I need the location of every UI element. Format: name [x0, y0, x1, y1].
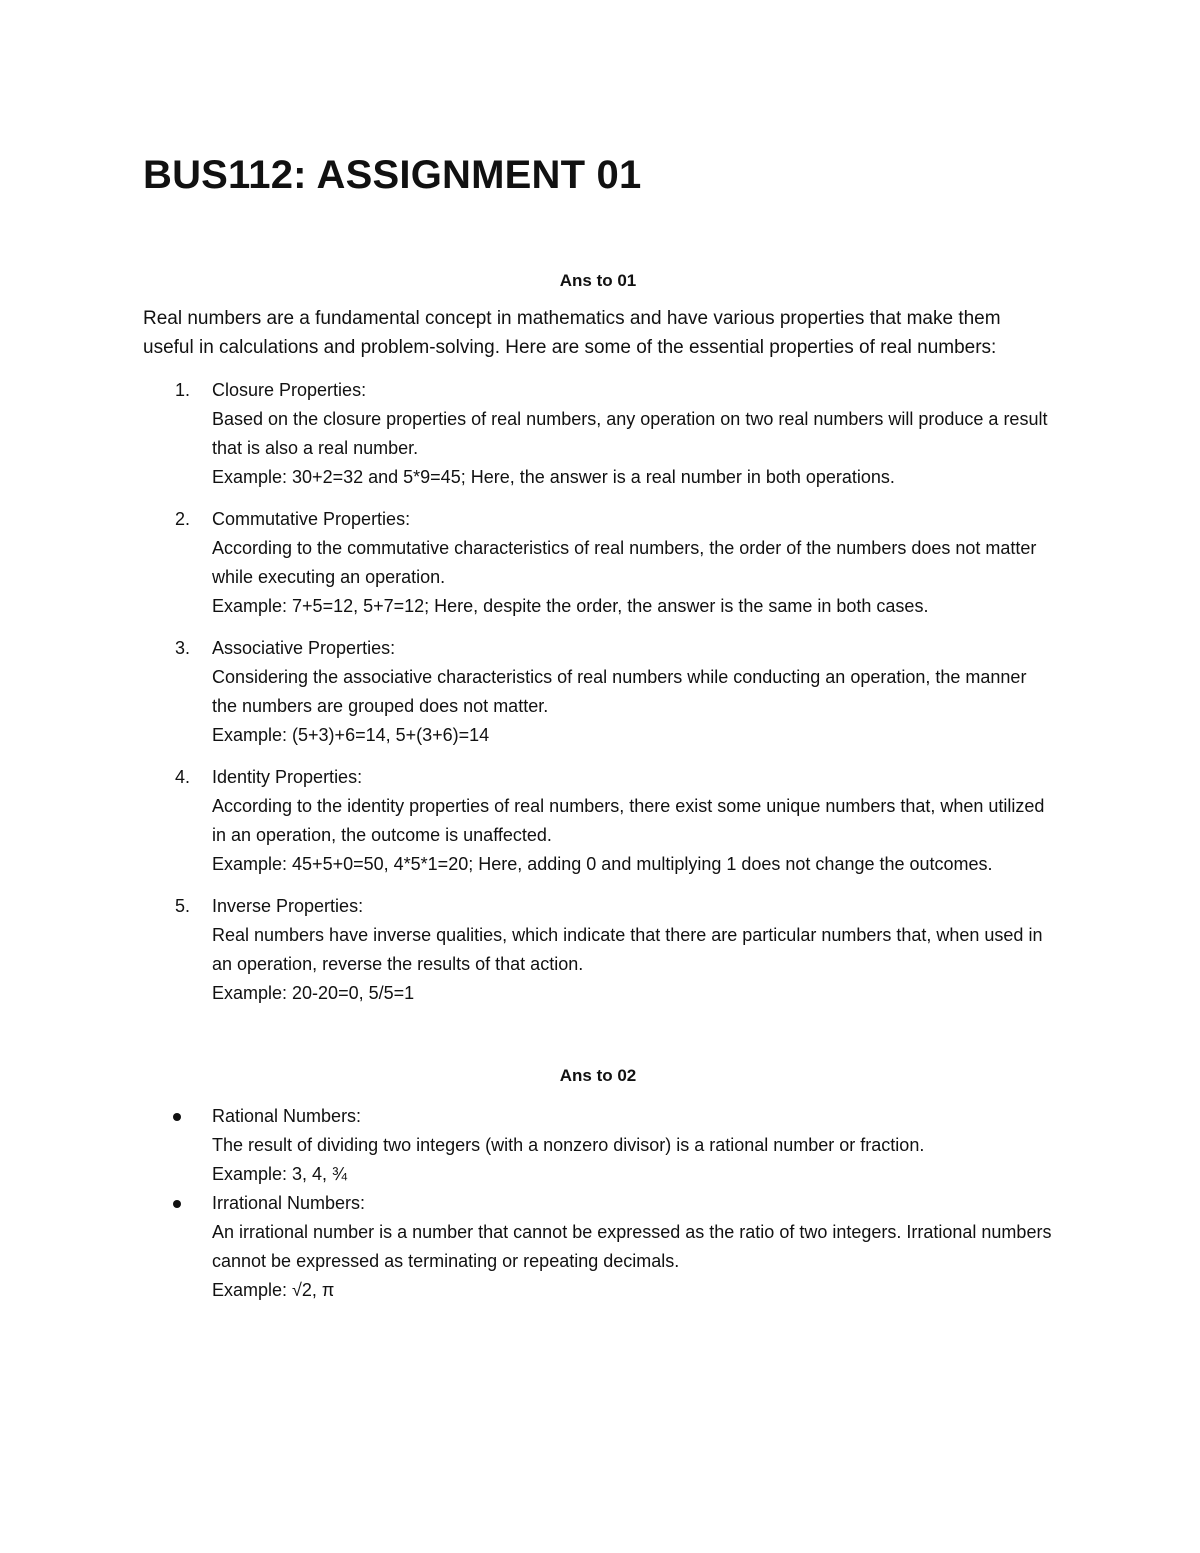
list-item	[143, 1102, 1053, 1189]
item-example: Example: 30+2=32 and 5*9=45; Here, the answer is a real number in both operations.	[212, 467, 895, 487]
list-item	[143, 1189, 1053, 1305]
properties-list	[143, 376, 1053, 1008]
item-example: Example: 7+5=12, 5+7=12; Here, despite the order, the answer is the same in both cases.	[212, 596, 929, 616]
item-title: Commutative Properties:	[212, 509, 411, 529]
section-heading-ans-02: Ans to 02	[559, 1066, 637, 1085]
item-example: Example: 45+5+0=50, 4*5*1=20; Here, adding 0 and multiplying 1 does not change the outcomes.	[212, 854, 993, 874]
document-content	[143, 148, 1053, 1305]
item-example: Example: (5+3)+6=14, 5+(3+6)=14	[212, 725, 490, 745]
item-title: Closure Properties:	[212, 380, 367, 400]
list-item	[143, 376, 1053, 492]
list-item	[143, 505, 1053, 621]
section-heading-ans-01: Ans to 01	[559, 271, 637, 290]
item-title: Rational Numbers:	[212, 1106, 362, 1126]
item-example: Example: 3, 4, ¾	[212, 1164, 348, 1184]
item-title: Associative Properties:	[212, 638, 396, 658]
item-body: Real numbers have inverse qualities, which indicate that there are particular numbers that, when used in an operation, reverse the results of that action.	[212, 925, 1043, 974]
intro-paragraph: Real numbers are a fundamental concept in mathematics and have various properties that make them useful in calculations and problem-solving. Here are some of the essential properties of real numbers:	[143, 308, 1001, 358]
item-title: Irrational Numbers:	[212, 1193, 366, 1213]
item-body: Based on the closure properties of real numbers, any operation on two real numbers will produce a result that is also a real number.	[212, 409, 1048, 458]
number-types-list	[143, 1102, 1053, 1305]
item-body: Considering the associative characteristics of real numbers while conducting an operation, the manner the numbers are grouped does not matter.	[212, 667, 1027, 716]
list-marker: 1.	[175, 380, 191, 400]
item-example: Example: √2, π	[212, 1280, 335, 1300]
item-body: The result of dividing two integers (with a nonzero divisor) is a rational number or fraction.	[212, 1135, 925, 1155]
list-marker: 4.	[175, 767, 191, 787]
list-marker: 3.	[175, 638, 191, 658]
list-item	[143, 634, 1053, 750]
item-body: According to the identity properties of real numbers, there exist some unique numbers that, when utilized in an operation, the outcome is unaffected.	[212, 796, 1045, 845]
page-title: BUS112: ASSIGNMENT 01	[143, 153, 642, 197]
item-body: An irrational number is a number that cannot be expressed as the ratio of two integers. Irrational numbers cannot be expressed as terminating or repeating decimals.	[212, 1222, 1052, 1271]
bullet-icon	[173, 1113, 181, 1121]
bullet-icon	[173, 1200, 181, 1208]
list-item	[143, 892, 1053, 1008]
item-title: Inverse Properties:	[212, 896, 364, 916]
item-title: Identity Properties:	[212, 767, 363, 787]
list-marker: 2.	[175, 509, 191, 529]
item-body: According to the commutative characteristics of real numbers, the order of the numbers does not matter while executing an operation.	[212, 538, 1037, 587]
list-item	[143, 763, 1053, 879]
list-marker: 5.	[175, 896, 191, 916]
item-example: Example: 20-20=0, 5/5=1	[212, 983, 415, 1003]
